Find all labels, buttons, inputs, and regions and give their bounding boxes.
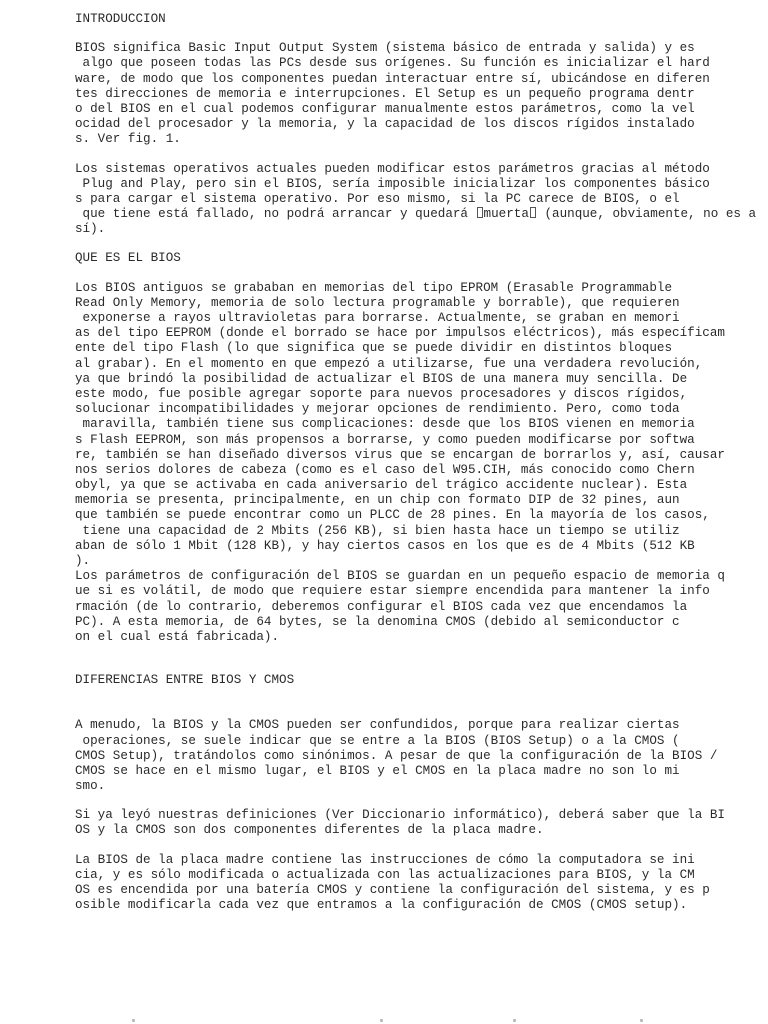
text-line: s Flash EEPROM, son más propensos a borrarse, y como pueden modificarse por softwa: [75, 432, 695, 447]
text-fragment: [513, 1019, 516, 1022]
text-line: solucionar incompatibilidades y mejorar opciones de rendimiento. Pero, como toda: [75, 402, 680, 417]
text-line: ocidad del procesador y la memoria, y la capacidad de los discos rígidos instalado: [75, 117, 695, 132]
text-line: CMOS se hace en el mismo lugar, el BIOS y el CMOS en la placa madre no son lo mi: [75, 763, 680, 778]
text-line: ue si es volátil, de modo que requiere estar siempre encendida para mantener la info: [75, 584, 710, 599]
text-line: algo que poseen todas las PCs desde sus orígenes. Su función es inicializar el hard: [75, 56, 710, 71]
text-line: que también se puede encontrar como un PLCC de 28 pines. En la mayoría de los casos,: [75, 508, 710, 523]
cut-off-next-line: [75, 1018, 765, 1024]
text-line: Los BIOS antiguos se grababan en memorias del tipo EPROM (Erasable Programmable: [75, 280, 673, 295]
text-line: cia, y es sólo modificada o actualizada con las actualizaciones para BIOS, y la CM: [75, 867, 695, 882]
heading-introduccion: INTRODUCCION: [75, 12, 166, 26]
text-line: Los sistemas operativos actuales pueden modificar estos parámetros gracias al método: [75, 161, 710, 176]
text-line: exponerse a rayos ultravioletas para borrarse. Actualmente, se graban en memori: [75, 311, 680, 325]
paragraph-que-es-1: [75, 281, 765, 570]
text-line: operaciones, se suele indicar que se entre a la BIOS (BIOS Setup) o a la CMOS (: [75, 733, 680, 748]
text-line: al grabar). En el momento en que empezó a utilizarse, fue una verdadera revolución,: [75, 356, 703, 371]
text-line: OS y la CMOS son dos componentes diferentes de la placa madre.: [75, 823, 544, 838]
text-line: as del tipo EEPROM (donde el borrado se hace por impulsos eléctricos), más específicam: [75, 326, 725, 341]
heading-diferencias: DIFERENCIAS ENTRE BIOS Y CMOS: [75, 673, 295, 688]
text-line-with-glyphs: [75, 207, 765, 222]
text-line: smo.: [75, 779, 106, 794]
text-line: ).: [75, 554, 91, 568]
paragraph-intro-2: [75, 162, 765, 238]
text-line: tes direcciones de memoria e interrupciones. El Setup es un pequeño programa dentr: [75, 86, 695, 101]
text-line: re, también se han diseñado diversos virus que se encargan de borrarlos y, así, causar: [75, 447, 725, 462]
paragraph-diferencias-3: [75, 853, 765, 914]
paragraph-diferencias-1: [75, 718, 765, 794]
paragraph-diferencias-2: [75, 808, 765, 838]
paragraph-que-es-2: [75, 569, 765, 645]
text-segment: muerta: [483, 207, 529, 222]
text-line: este modo, fue posible agregar soporte para nuevos procesadores y discos rígidos,: [75, 386, 688, 401]
text-line: maravilla, también tiene sus complicaciones: desde que los BIOS vienen en memoria: [75, 417, 695, 432]
text-line: PC). A esta memoria, de 64 bytes, se la denomina CMOS (debido al semiconductor c: [75, 614, 680, 629]
text-line: sí).: [75, 222, 106, 237]
text-line: o del BIOS en el cual podemos configurar manualmente estos parámetros, como la vel: [75, 101, 695, 116]
text-line: Los parámetros de configuración del BIOS se guardan en un pequeño espacio de memoria q: [75, 569, 725, 584]
text-line: ware, de modo que los componentes puedan interactuar entre sí, ubicándose en diferen: [75, 71, 710, 86]
text-line: tiene una capacidad de 2 Mbits (256 KB), si bien hasta hace un tiempo se utiliz: [75, 523, 680, 538]
text-line: OS es encendida por una batería CMOS y contiene la configuración del sistema, y es p: [75, 883, 710, 897]
text-line: ya que brindó la posibilidad de actualizar el BIOS de una manera muy sencilla. De: [75, 371, 688, 386]
text-line: nos serios dolores de cabeza (como es el caso del W95.CIH, más conocido como Chern: [75, 462, 695, 477]
text-line: Plug and Play, pero sin el BIOS, sería imposible inicializar los componentes básico: [75, 176, 710, 191]
text-line: on el cual está fabricada).: [75, 629, 280, 644]
text-line: obyl, ya que se activaba en cada aniversario del trágico accidente nuclear). Esta: [75, 478, 688, 493]
document-body: [75, 12, 765, 913]
text-fragment: [132, 1019, 135, 1022]
missing-glyph-icon: [530, 207, 536, 218]
text-line: Si ya leyó nuestras definiciones (Ver Diccionario informático), deberá saber que la BI: [75, 808, 725, 823]
heading-que-es-el-bios: QUE ES EL BIOS: [75, 251, 181, 266]
text-line: CMOS Setup), tratándolos como sinónimos. A pesar de que la configuración de la BIOS /: [75, 748, 718, 763]
text-line: Read Only Memory, memoria de solo lectura programable y borrable), que requieren: [75, 295, 680, 310]
text-line: rmación (de lo contrario, deberemos configurar el BIOS cada vez que encendamos la: [75, 599, 688, 614]
missing-glyph-icon: [477, 207, 483, 218]
text-segment: (aunque, obviamente, no es a: [536, 207, 757, 222]
text-line: s. Ver fig. 1.: [75, 132, 181, 147]
text-line: BIOS significa Basic Input Output System (sistema básico de entrada y salida) y es: [75, 41, 695, 56]
text-line: aban de sólo 1 Mbit (128 KB), y hay ciertos casos en los que es de 4 Mbits (512 KB: [75, 538, 695, 553]
paragraph-intro-1: [75, 41, 765, 147]
text-line: memoria se presenta, principalmente, en un chip con formato DIP de 32 pines, aun: [75, 493, 680, 508]
text-fragment: [640, 1019, 643, 1022]
text-line: osible modificarla cada vez que entramos a la configuración de CMOS (CMOS setup).: [75, 898, 688, 913]
text-line: s para cargar el sistema operativo. Por eso mismo, si la PC carece de BIOS, o el: [75, 191, 680, 206]
text-line: La BIOS de la placa madre contiene las instrucciones de cómo la computadora se ini: [75, 852, 695, 867]
text-segment: que tiene está fallado, no podrá arrancar y quedará: [75, 207, 476, 222]
text-fragment: [380, 1019, 383, 1022]
text-line: A menudo, la BIOS y la CMOS pueden ser confundidos, porque para realizar ciertas: [75, 718, 680, 733]
text-line: ente del tipo Flash (lo que significa que se puede dividir en distintos bloques: [75, 341, 673, 356]
